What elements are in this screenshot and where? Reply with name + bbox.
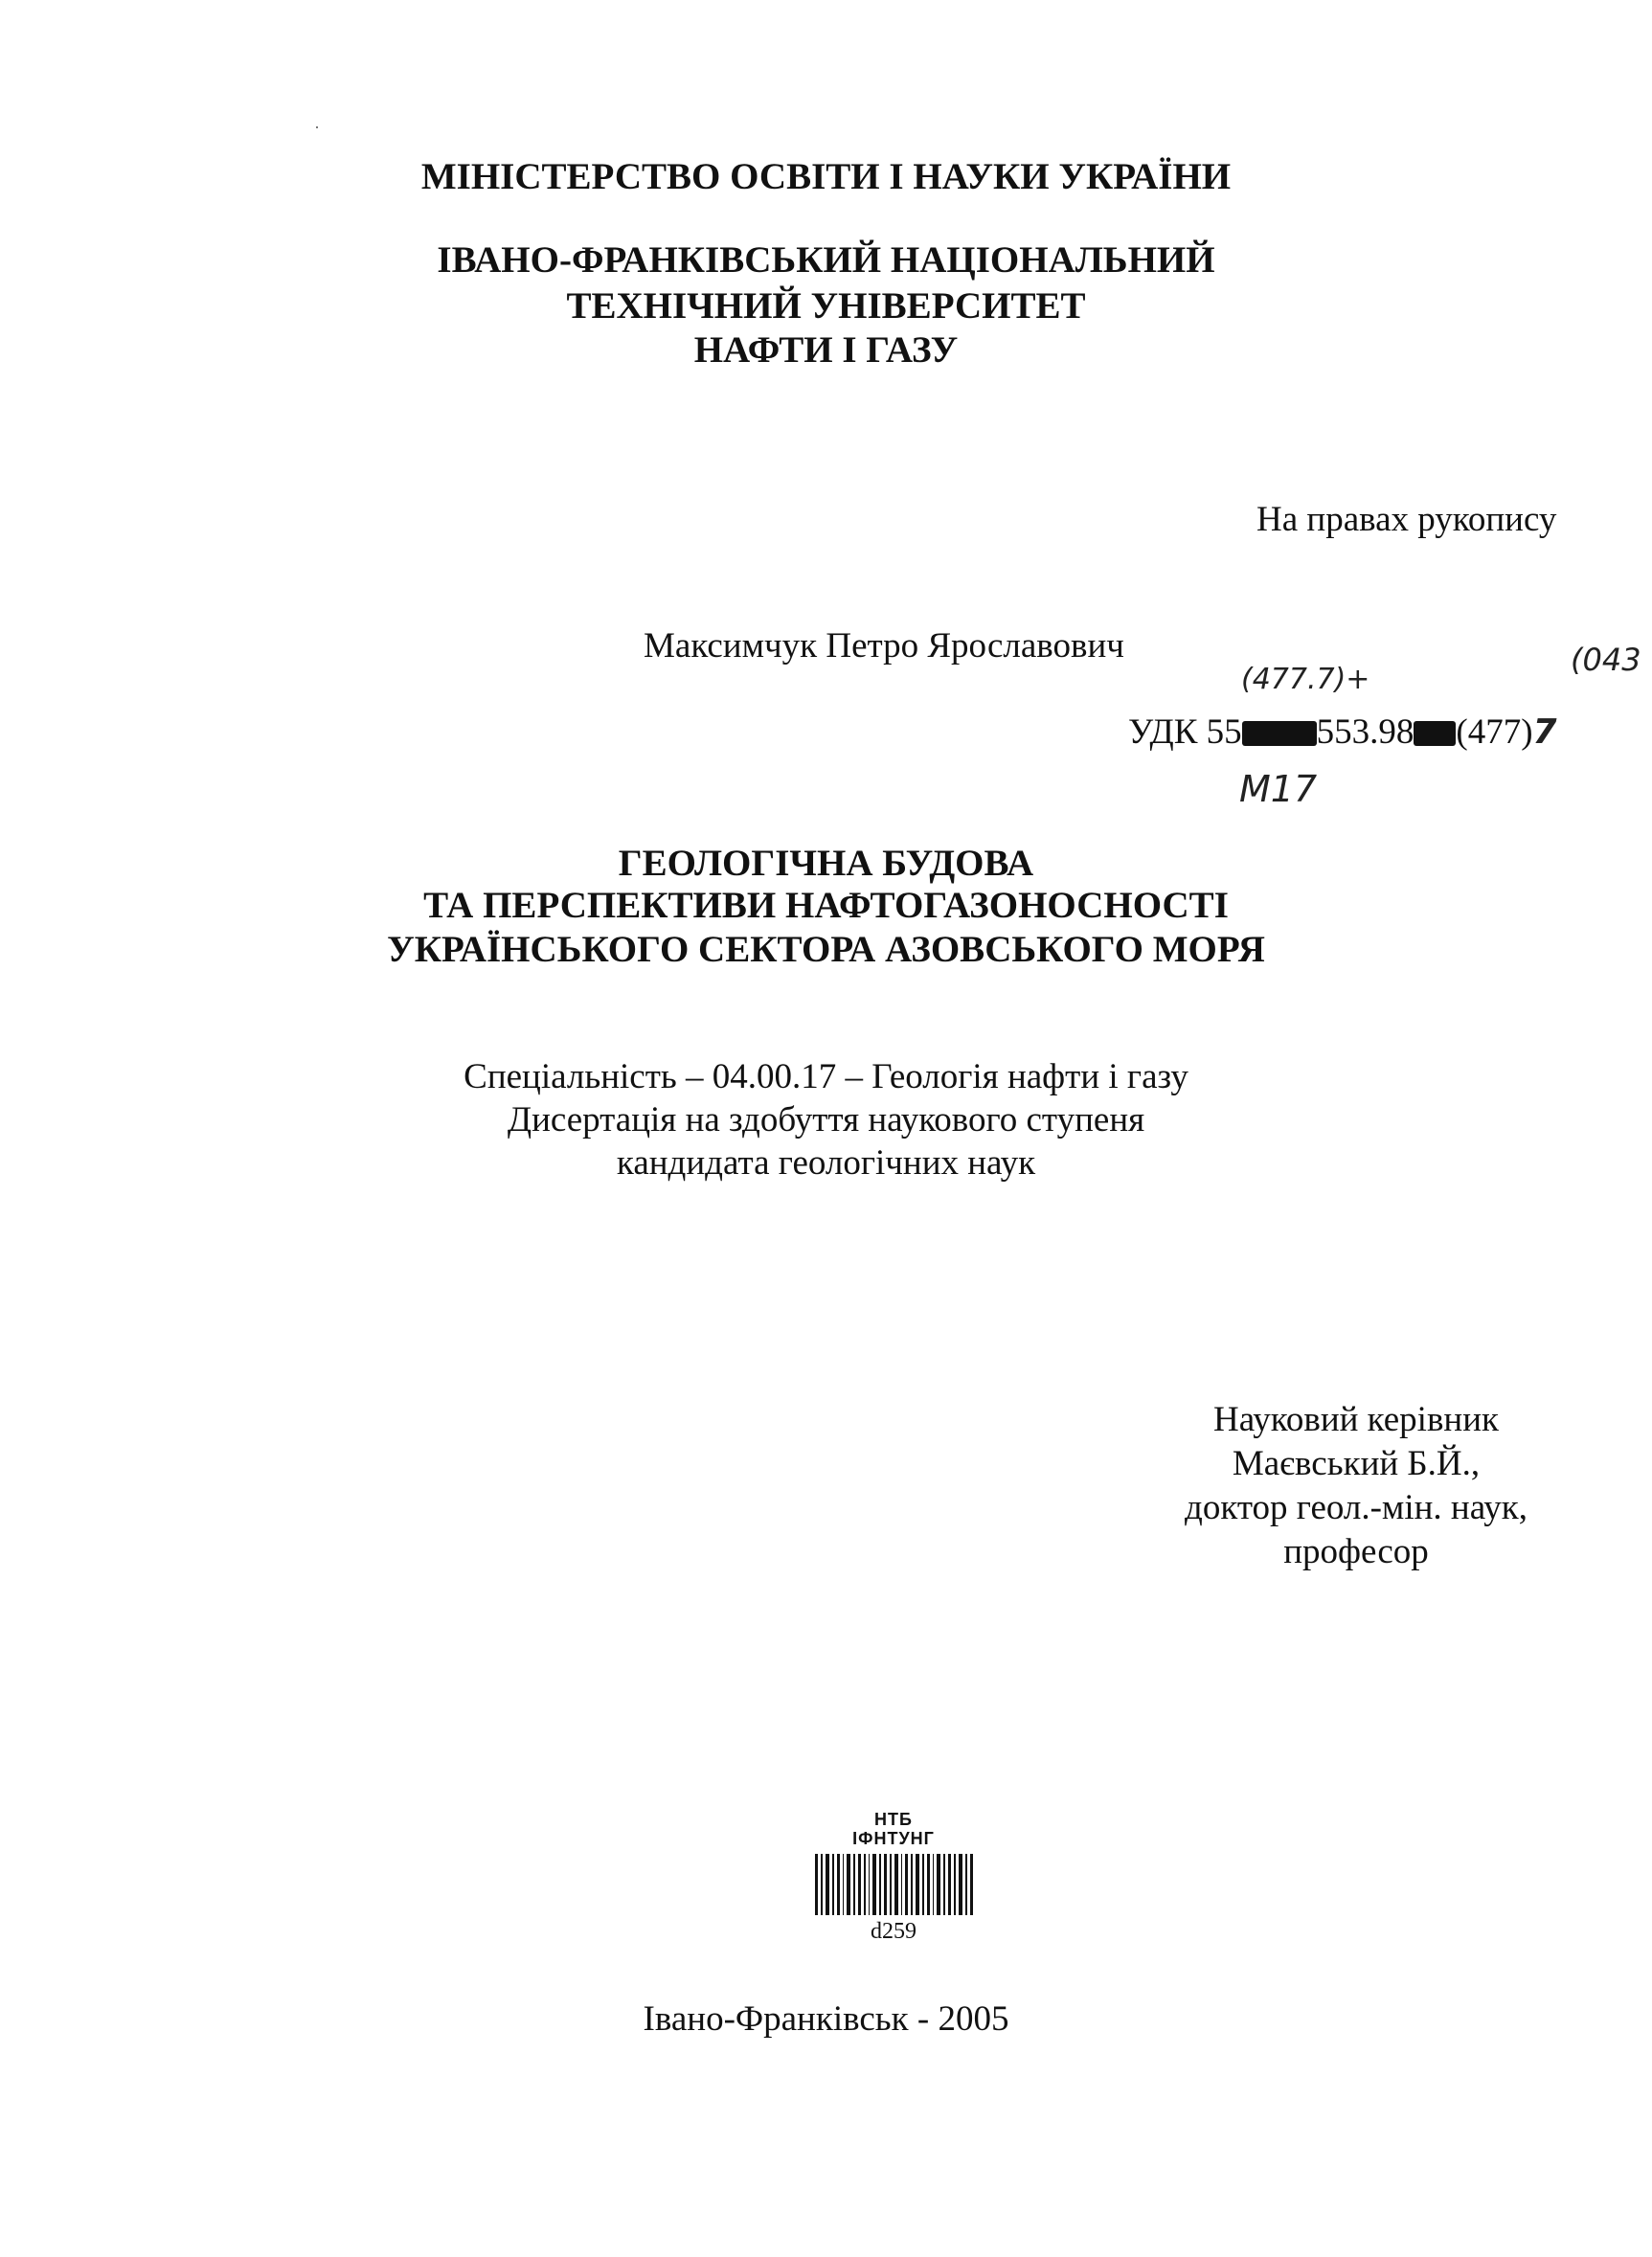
university-heading-line2: ТЕХНІЧНИЙ УНІВЕРСИТЕТ: [566, 285, 1086, 327]
university-heading-line1: ІВАНО-ФРАНКІВСЬКИЙ НАЦІОНАЛЬНИЙ: [437, 239, 1215, 281]
supervisor-line2: Маєвський Б.Й.,: [1232, 1444, 1481, 1483]
stamp-line2: ІФНТУНГ: [852, 1829, 935, 1848]
udc-line: [1128, 714, 1557, 750]
handwritten-note-3: 7: [1532, 712, 1557, 752]
manuscript-note: На правах рукопису: [1256, 500, 1557, 539]
handwritten-note-4: М17: [1239, 768, 1318, 810]
city-year: Івано-Франківськ - 2005: [643, 1999, 1009, 2039]
specialty-line2: Дисертація на здобуття наукового ступеня: [507, 1100, 1145, 1140]
supervisor-line1: Науковий керівник: [1213, 1400, 1499, 1439]
stamp-line1: НТБ: [874, 1810, 913, 1829]
udc-part2: 553.98: [1316, 712, 1414, 752]
udc-part3: (477: [1456, 712, 1522, 752]
thesis-title-line1: ГЕОЛОГІЧНА БУДОВА: [618, 843, 1034, 884]
redaction-blot: [1242, 721, 1317, 746]
scan-speck: [316, 126, 318, 128]
udc-part4: ): [1521, 712, 1533, 752]
barcode-number: d259: [871, 1919, 917, 1944]
ministry-heading: МІНІСТЕРСТВО ОСВІТИ І НАУКИ УКРАЇНИ: [420, 156, 1232, 197]
specialty-line1: Спеціальність – 04.00.17 – Геологія нафти і газу: [464, 1057, 1188, 1096]
handwritten-note-2: (043: [1571, 642, 1641, 678]
supervisor-line3: доктор геол.-мін. наук,: [1185, 1488, 1528, 1527]
author-name: Максимчук Петро Ярославович: [644, 626, 1124, 666]
specialty-line3: кандидата геологічних наук: [616, 1143, 1036, 1183]
udc-label: УДК 55: [1128, 712, 1242, 752]
handwritten-note-1: (477.7)+: [1241, 663, 1370, 696]
redaction-blot: [1414, 721, 1456, 746]
supervisor-line4: професор: [1283, 1532, 1429, 1571]
thesis-title-line2: ТА ПЕРСПЕКТИВИ НАФТОГАЗОНОСНОСТІ: [423, 885, 1229, 926]
thesis-title-line3: УКРАЇНСЬКОГО СЕКТОРА АЗОВСЬКОГО МОРЯ: [387, 929, 1265, 970]
library-stamp: [812, 1810, 975, 1945]
university-heading-line3: НАФТИ І ГАЗУ: [693, 329, 959, 371]
barcode: [815, 1854, 973, 1915]
